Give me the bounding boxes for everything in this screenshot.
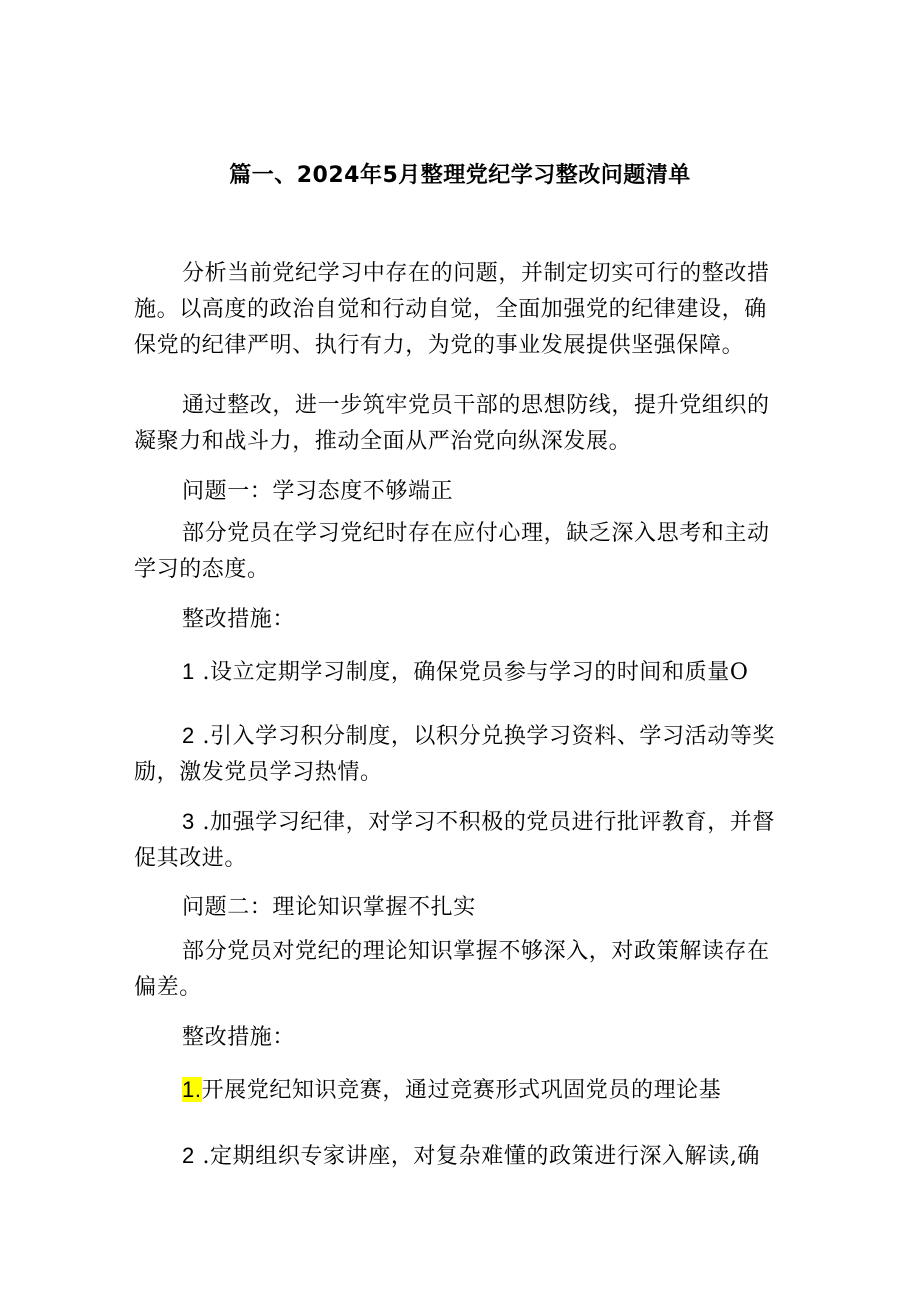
paragraph-line <box>134 654 794 691</box>
paragraph-line <box>134 804 794 841</box>
item-text: .加强学习纪律，对学习不积极的党员进行批评教育，并督 <box>202 810 776 835</box>
paragraph-line: 部分党员在学习党纪时存在应付心理，缺乏深入思考和主动 <box>182 521 770 546</box>
problem-two-description <box>134 934 794 1006</box>
measure-item-1-3 <box>134 804 794 877</box>
problem-one-description <box>134 516 794 588</box>
item-text: .设立定期学习制度，确保党员参与学习的时间和质量O <box>202 660 749 685</box>
paragraph-line <box>134 718 794 755</box>
paragraph-line: 部分党员对党纪的理论知识掌握不够深入，对政策解读存在 <box>182 939 770 964</box>
paragraph-goal <box>134 388 794 460</box>
item-text: 开展党纪知识竞赛，通过竞赛形式巩固党员的理论基 <box>201 1078 722 1103</box>
paragraph-line: 凝聚力和战斗力，推动全面从严治党向纵深发展。 <box>134 429 632 454</box>
paragraph-line: 分析当前党纪学习中存在的问题，并制定切实可行的整改措 <box>182 261 770 286</box>
measure-item-1-2 <box>134 718 794 791</box>
paragraph-line: 偏差。 <box>134 975 202 1000</box>
problem-one-heading <box>134 474 794 510</box>
paragraph-intro <box>134 256 794 364</box>
problem-two-heading <box>134 890 794 926</box>
paragraph-line: 通过整改，进一步筑牢党员干部的思想防线，提升党组织的 <box>182 393 770 418</box>
paragraph-line: 保党的纪律严明、执行有力，为党的事业发展提供坚强保障。 <box>134 333 745 358</box>
paragraph-line: 整改措施： <box>182 1025 296 1050</box>
paragraph-line: 促其改进。 <box>134 846 248 871</box>
paragraph-line <box>134 1138 794 1175</box>
item-number: 2 <box>182 1143 195 1168</box>
item-text: .定期组织专家讲座，对复杂难懂的政策进行深入解读,确 <box>202 1144 761 1169</box>
paragraph-line <box>134 1072 794 1109</box>
measures-heading-one <box>134 602 794 638</box>
item-number: 2 <box>182 723 195 748</box>
highlighted-item-number: 1. <box>182 1077 202 1102</box>
paragraph-line: 励，激发党员学习热情。 <box>134 760 383 785</box>
item-text: .引入学习积分制度，以积分兑换学习资料、学习活动等奖 <box>202 724 776 749</box>
paragraph-line: 问题二：理论知识掌握不扎实 <box>182 895 476 920</box>
paragraph-line: 学习的态度。 <box>134 557 270 582</box>
measures-heading-two <box>134 1020 794 1056</box>
document-title: 篇一、2024年5月整理党纪学习整改问题清单 <box>229 163 691 188</box>
paragraph-line: 施。以高度的政治自觉和行动自觉，全面加强党的纪律建设，确 <box>134 297 767 322</box>
paragraph-line: 整改措施： <box>182 607 296 632</box>
measure-item-2-2 <box>134 1138 794 1175</box>
item-number: 3 <box>182 809 195 834</box>
measure-item-2-1 <box>134 1072 794 1109</box>
measure-item-1-1 <box>134 654 794 691</box>
paragraph-line: 问题一：学习态度不够端正 <box>182 479 454 504</box>
item-number: 1 <box>182 659 195 684</box>
